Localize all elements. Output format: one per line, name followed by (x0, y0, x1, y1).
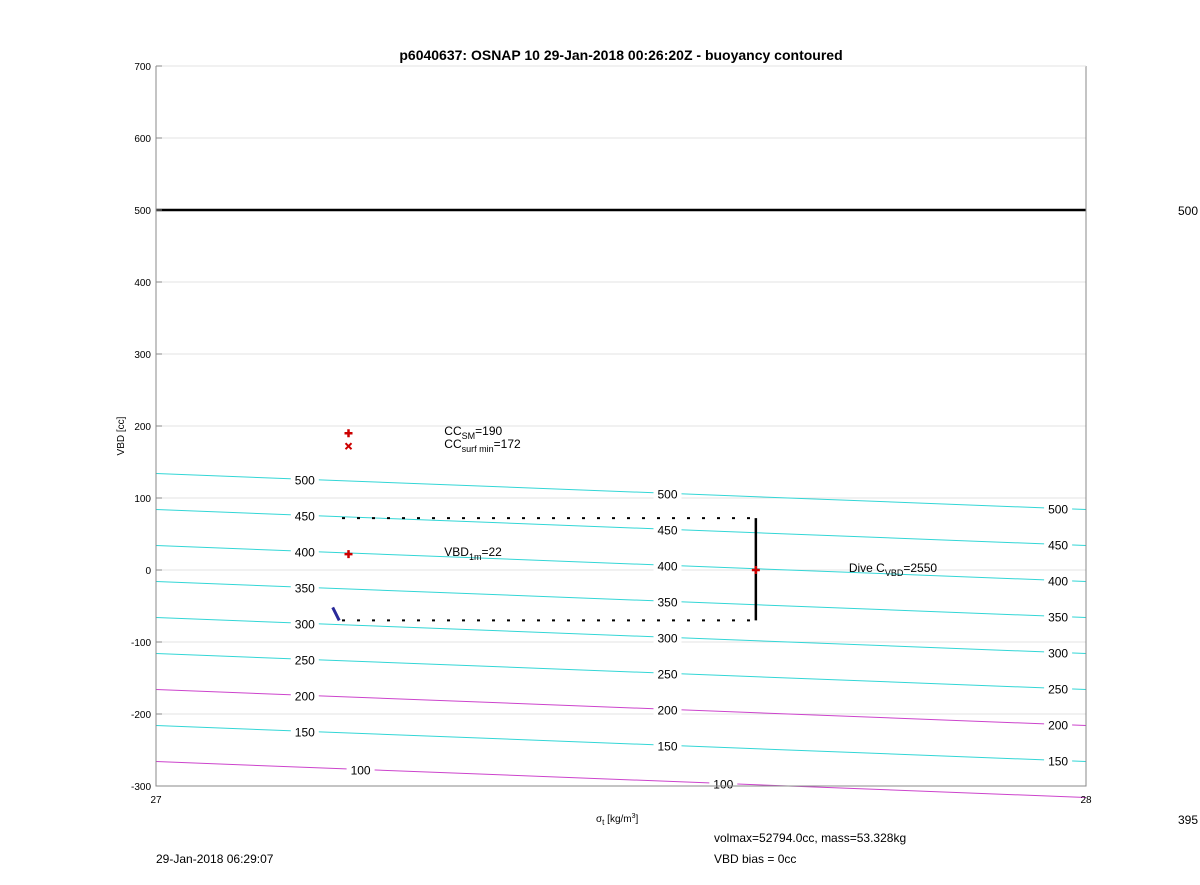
cross-marker (346, 443, 352, 449)
footer-volmax: volmax=52794.0cc, mass=53.328kg (714, 831, 907, 845)
y-tick-label: 600 (134, 134, 151, 145)
footer-right-value: 395 (1178, 813, 1199, 827)
x-axis-label: $\sigma_t$ $[kg/m^3]$ (596, 813, 639, 827)
y-tick-label: 700 (134, 62, 151, 73)
y-tick-label: 0 (145, 566, 151, 577)
contour-label: 200 (294, 689, 315, 704)
contour-label: 450 (1048, 538, 1069, 553)
y-axis-label: VBD [cc] (116, 416, 127, 456)
annotation-cc-surf-min: $CC_{surf min}=172$ (444, 437, 521, 455)
annotation-vbd-1m: $VBD_{1m}=22$ (444, 545, 502, 563)
contour-label: 500 (657, 487, 678, 502)
y-tick-label: -200 (130, 710, 151, 721)
trajectory-tail (333, 607, 340, 620)
contour-label: 250 (294, 653, 315, 668)
contour-label: 400 (657, 559, 678, 574)
contour-label: 500 (294, 473, 315, 488)
footer-vbd-bias: VBD bias = 0cc (714, 852, 797, 866)
contour-label: 300 (657, 631, 678, 646)
contour-label: 300 (294, 617, 315, 632)
y-tick-label: 200 (134, 422, 151, 433)
contour-line (156, 762, 1086, 798)
y-tick-label: -100 (130, 638, 151, 649)
trajectory-layer (333, 518, 756, 620)
contour-label: 350 (657, 595, 678, 610)
marker-layer (345, 429, 760, 574)
reference-line-layer (156, 204, 1198, 218)
contour-label: 150 (294, 725, 315, 740)
x-tick-label: 28 (1080, 795, 1092, 806)
contour-label: 250 (657, 667, 678, 682)
contour-label: 150 (657, 739, 678, 754)
contour-label: 200 (657, 703, 678, 718)
footer-date: 29-Jan-2018 06:29:07 (156, 852, 274, 866)
y-tick-label: -300 (130, 782, 151, 793)
contour-label: 450 (294, 509, 315, 524)
reference-line-label: 500 (1178, 204, 1199, 218)
contour-label: 200 (1048, 718, 1069, 733)
contour-label: 500 (1048, 502, 1069, 517)
x-tick-label: 27 (150, 795, 162, 806)
annotation-dive-cvbd: Dive $C_{VBD}=2550$ (848, 561, 938, 578)
text-layer (116, 47, 937, 827)
chart-title: p6040637: OSNAP 10 29-Jan-2018 00:26:20Z - buoyancy contoured (399, 47, 843, 63)
contour-label: 250 (1048, 682, 1069, 697)
y-tick-label: 100 (134, 494, 151, 505)
y-tick-label: 500 (134, 206, 151, 217)
plus-marker (752, 566, 760, 574)
contour-label: 100 (350, 763, 371, 778)
contour-label: 400 (1048, 574, 1069, 589)
y-tick-label: 300 (134, 350, 151, 361)
contour-label: 350 (1048, 610, 1069, 625)
y-tick-label: 400 (134, 278, 151, 289)
annotation-cc-sm: $CC_{SM}=190$ (444, 424, 503, 442)
contour-label: 450 (657, 523, 678, 538)
contour-label: 100 (713, 777, 734, 792)
plus-marker (345, 429, 353, 437)
grid-layer (156, 66, 1086, 786)
contour-label: 350 (294, 581, 315, 596)
contour-label: 300 (1048, 646, 1069, 661)
plus-marker (345, 550, 353, 558)
contour-label: 150 (1048, 754, 1069, 769)
contour-label: 400 (294, 545, 315, 560)
